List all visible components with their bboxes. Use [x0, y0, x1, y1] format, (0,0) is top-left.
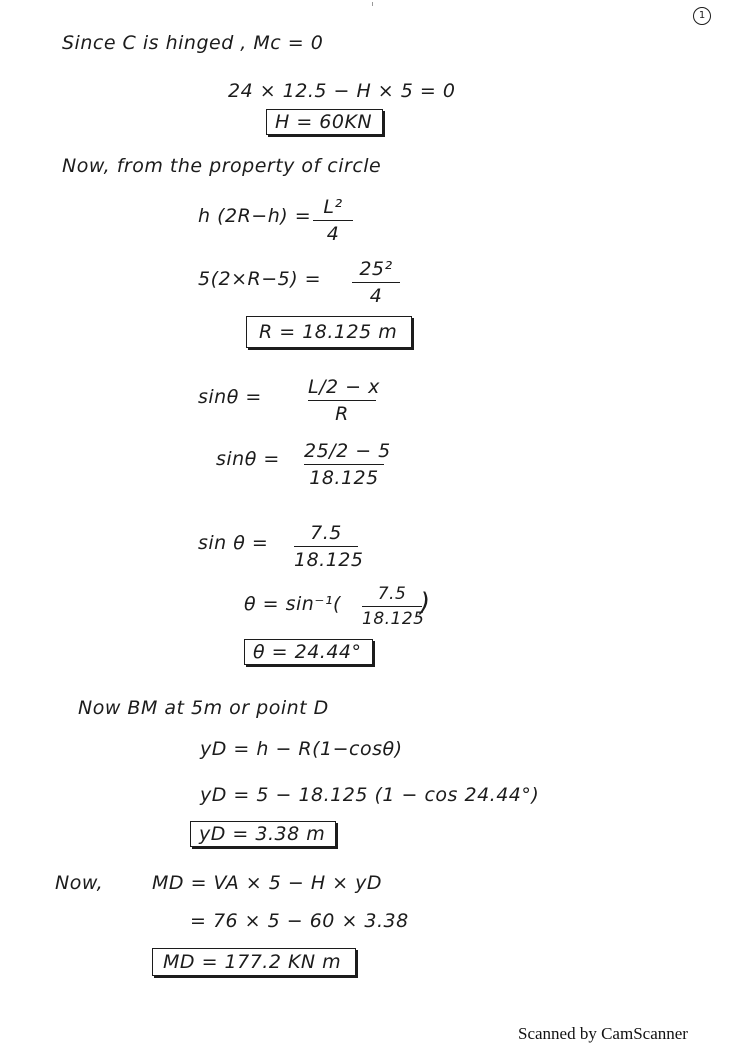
- line-yd-substitution: yD = 5 − 18.125 (1 − cos 24.44°): [200, 784, 540, 806]
- arcsin-close-paren: ): [420, 588, 431, 618]
- fraction-7-5: 7.5 18.125: [294, 522, 364, 571]
- fraction-half-span: L/2 − x R: [308, 376, 380, 425]
- result-h: H = 60KN: [266, 109, 383, 135]
- line-yd-formula: yD = h − R(1−cosθ): [200, 738, 403, 760]
- fraction-25sq-over-4: 25² 4: [352, 258, 400, 307]
- line-chord-relation: h (2R−h) =: [198, 205, 312, 227]
- scan-mark: [372, 2, 373, 6]
- page-number: 1: [693, 7, 711, 25]
- line-moment-equation: 24 × 12.5 − H × 5 = 0: [228, 80, 456, 102]
- line-md-substitution: = 76 × 5 − 60 × 3.38: [190, 910, 409, 932]
- result-md: MD = 177.2 KN m: [152, 948, 356, 976]
- line-md-formula: MD = VA × 5 − H × yD: [152, 872, 382, 894]
- line-substitution: 5(2×R−5) =: [198, 268, 322, 290]
- line-theta-arcsin: θ = sin⁻¹(: [244, 593, 341, 615]
- line-now: Now,: [55, 872, 104, 894]
- line-hinge-condition: Since C is hinged , Mc = 0: [62, 32, 324, 54]
- fraction-arcsin-arg: 7.5 18.125: [362, 584, 425, 629]
- line-bm-at-d: Now BM at 5m or point D: [78, 697, 329, 719]
- line-sin-theta-value: sin θ =: [198, 532, 269, 554]
- line-sin-theta-def: sinθ =: [198, 386, 262, 408]
- fraction-l2-over-4: L² 4: [313, 196, 353, 245]
- result-theta: θ = 24.44°: [244, 639, 373, 665]
- line-sin-theta-sub: sinθ =: [216, 448, 280, 470]
- fraction-sin-sub: 25/2 − 5 18.125: [304, 440, 391, 489]
- line-circle-property: Now, from the property of circle: [62, 155, 382, 177]
- result-yd: yD = 3.38 m: [190, 821, 336, 847]
- scanner-watermark: Scanned by CamScanner: [518, 1024, 688, 1043]
- result-r: R = 18.125 m: [246, 316, 412, 348]
